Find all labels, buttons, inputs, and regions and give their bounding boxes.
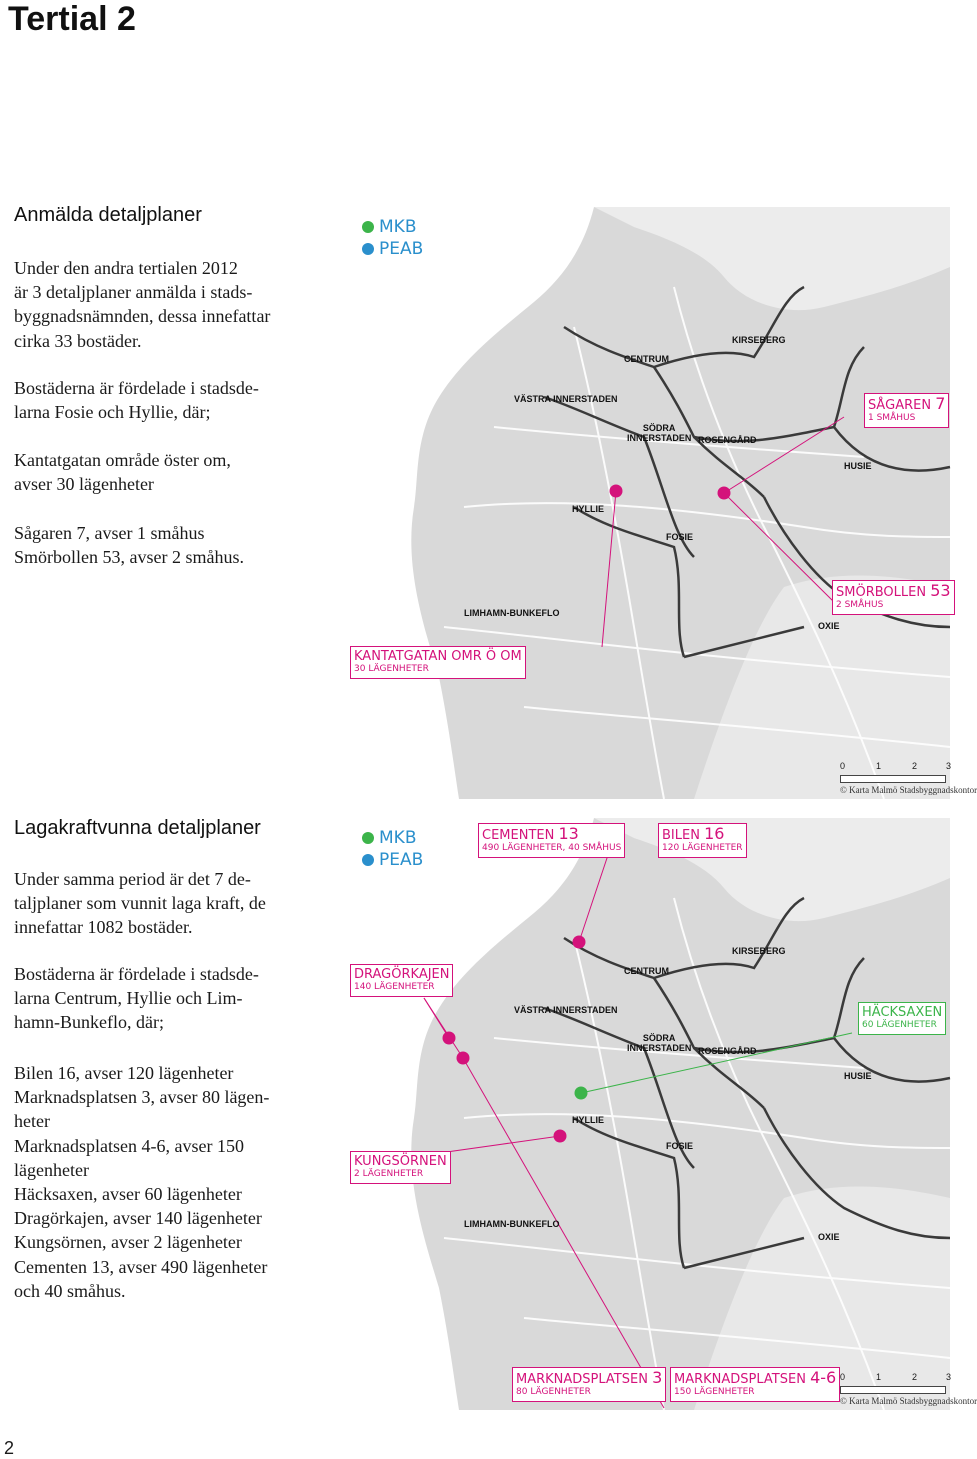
callout-kungsornen-name: KUNGSÖRNEN	[354, 1154, 447, 1169]
scale-bar-graphic	[840, 775, 946, 783]
callout-smorbollen-detail: 2 SMÅHUS	[836, 600, 884, 610]
district-hyllie-2: HYLLIE	[572, 1115, 605, 1125]
district-fosie-2: FOSIE	[666, 1141, 694, 1151]
callout-kantatgatan-name: KANTATGATAN OMR Ö OM	[354, 649, 522, 664]
district-oxie-2: OXIE	[818, 1232, 840, 1242]
callout-sagaren-detail: 1 SMÅHUS	[868, 413, 916, 423]
scale-tick-2: 2	[912, 761, 918, 771]
scale-tick-0: 0	[840, 1372, 846, 1382]
scale-tick-0: 0	[840, 761, 846, 771]
callout-marknad3-name: MARKNADSPLATSEN	[516, 1372, 648, 1387]
callout-marknad46-name: MARKNADSPLATSEN	[674, 1372, 806, 1387]
section-heading-anmalda: Anmälda detaljplaner	[14, 204, 202, 226]
callout-marknad46-num: 4-6	[810, 1368, 837, 1387]
callout-dragorkajen-name: DRAGÖRKAJEN	[354, 967, 450, 982]
district-oxie: OXIE	[818, 621, 840, 631]
callout-cementen-name: CEMENTEN	[482, 828, 555, 843]
callout-dragorkajen	[350, 964, 453, 997]
legend-peab	[362, 239, 423, 259]
callout-cementen-num: 13	[558, 824, 579, 843]
legend-mkb-label: MKB	[379, 828, 417, 848]
section-heading-lagakraft: Lagakraftvunna detaljplaner	[14, 817, 261, 839]
callout-cementen-detail: 490 LÄGENHETER, 40 SMÅHUS	[482, 843, 622, 853]
callout-smorbollen	[832, 580, 955, 615]
callout-marknadsplatsen-3	[512, 1367, 666, 1402]
map-credit: © Karta Malmö Stadsbyggnadskontor	[840, 1396, 977, 1406]
callout-marknad3-detail: 80 LÄGENHETER	[516, 1387, 591, 1397]
callout-bilen-detail: 120 LÄGENHETER	[662, 843, 743, 853]
scale-bar-2	[840, 1370, 977, 1410]
callout-kungsornen-detail: 2 LÄGENHETER	[354, 1169, 424, 1179]
map-lagakraft	[344, 818, 977, 1410]
legend-mkb-label: MKB	[379, 217, 417, 237]
district-husie: HUSIE	[844, 461, 872, 471]
legend-peab-label: PEAB	[379, 850, 424, 870]
district-hyllie: HYLLIE	[572, 504, 605, 514]
map-anmalda-graphic	[344, 207, 950, 799]
callout-smorbollen-num: 53	[930, 581, 951, 600]
callout-bilen	[658, 823, 747, 858]
green-dot-icon	[362, 832, 374, 844]
map-credit: © Karta Malmö Stadsbyggnadskontor	[840, 785, 977, 795]
callout-hacksaxen	[858, 1002, 946, 1035]
scale-tick-1: 1	[876, 1372, 882, 1382]
district-rosengard-2: ROSENGÅRD	[698, 1046, 757, 1056]
callout-smorbollen-name: SMÖRBOLLEN	[836, 585, 927, 600]
district-rosengard: ROSENGÅRD	[698, 435, 757, 445]
paragraph-plan-list: Bilen 16, avser 120 lägenheter Marknadsplatsen 3, avser 80 lägen- heter Marknadsplatsen 4-6, avser 150 lägenheter Häcksaxen, avser 60 lägenheter Dragörkajen, avser 140 lägenheter Kungsörnen, avser 2 lägenheter Cementen 13, avser 490 lägenheter och 40 småhus.	[14, 1063, 270, 1301]
green-dot-icon	[362, 221, 374, 233]
scale-tick-3: 3	[946, 761, 952, 771]
callout-marknadsplatsen-4-6	[670, 1367, 840, 1402]
page-number: 2	[4, 1438, 15, 1458]
district-limhamn: LIMHAMN-BUNKEFLO	[464, 608, 560, 618]
callout-bilen-num: 16	[704, 824, 725, 843]
scale-bar	[840, 759, 977, 799]
map-anmalda	[344, 207, 977, 799]
district-sodra: SÖDRA INNERSTADEN	[627, 423, 692, 443]
callout-cementen	[478, 823, 625, 858]
legend-mkb	[362, 217, 416, 237]
scale-tick-3: 3	[946, 1372, 952, 1382]
paragraph-sagaren-smorbollen: Sågaren 7, avser 1 småhus Smörbollen 53, avser 2 småhus.	[14, 523, 244, 568]
paragraph-intro: Under den andra tertialen 2012 är 3 detaljplaner anmälda i stads- byggnadsnämnden, dessa innefattar cirka 33 bostäder.	[14, 258, 271, 351]
callout-marknad46-detail: 150 LÄGENHETER	[674, 1387, 755, 1397]
callout-sagaren-num: 7	[935, 394, 946, 413]
paragraph-districts-2: Bostäderna är fördelade i stadsde- larna Centrum, Hyllie och Lim- hamn-Bunkeflo, där;	[14, 964, 259, 1033]
legend-peab-label: PEAB	[379, 239, 424, 259]
callout-hacksaxen-name: HÄCKSAXEN	[862, 1005, 943, 1020]
scale-tick-1: 1	[876, 761, 882, 771]
page-title: Tertial 2	[8, 0, 136, 38]
district-fosie: FOSIE	[666, 532, 694, 542]
map-lagakraft-graphic	[344, 818, 950, 1410]
callout-kantatgatan	[350, 646, 526, 679]
district-kirseberg-2: KIRSEBERG	[732, 946, 786, 956]
district-sodra-2: SÖDRA INNERSTADEN	[627, 1033, 692, 1053]
scale-tick-2: 2	[912, 1372, 918, 1382]
callout-hacksaxen-detail: 60 LÄGENHETER	[862, 1020, 937, 1030]
blue-dot-icon	[362, 854, 374, 866]
callout-dragorkajen-detail: 140 LÄGENHETER	[354, 982, 435, 992]
paragraph-districts: Bostäderna är fördelade i stadsde- larna Fosie och Hyllie, där;	[14, 378, 259, 423]
paragraph-period: Under samma period är det 7 de- taljplaner som vunnit laga kraft, de innefattar 1082 bostäder.	[14, 869, 266, 938]
district-kirseberg: KIRSEBERG	[732, 335, 786, 345]
district-husie-2: HUSIE	[844, 1071, 872, 1081]
legend-peab-2	[362, 850, 423, 870]
blue-dot-icon	[362, 243, 374, 255]
callout-kungsornen	[350, 1151, 451, 1184]
callout-kantatgatan-detail: 30 LÄGENHETER	[354, 664, 429, 674]
district-centrum: CENTRUM	[624, 354, 669, 364]
callout-sagaren	[864, 393, 949, 428]
callout-sagaren-name: SÅGAREN	[868, 398, 932, 413]
scale-bar-graphic	[840, 1386, 946, 1394]
district-vastra: VÄSTRA INNERSTADEN	[514, 394, 618, 404]
district-limhamn-2: LIMHAMN-BUNKEFLO	[464, 1219, 560, 1229]
district-centrum-2: CENTRUM	[624, 966, 669, 976]
legend-mkb-2	[362, 828, 416, 848]
paragraph-kantatgatan: Kantatgatan område öster om, avser 30 lägenheter	[14, 450, 231, 495]
callout-bilen-name: BILEN	[662, 828, 700, 843]
callout-marknad3-num: 3	[652, 1368, 663, 1387]
district-vastra-2: VÄSTRA INNERSTADEN	[514, 1005, 618, 1015]
